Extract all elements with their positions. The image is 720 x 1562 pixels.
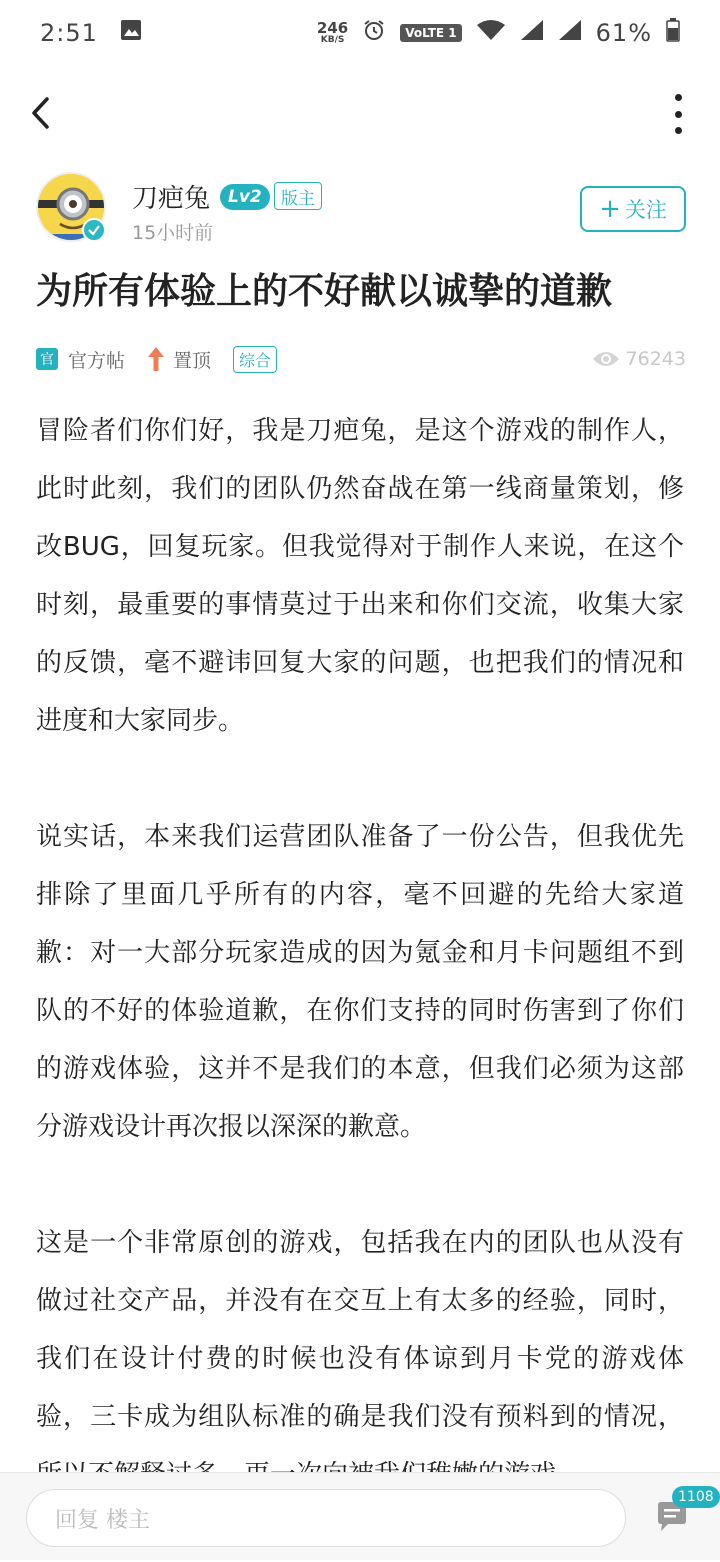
pinned-tag-label: 置顶 [173, 349, 212, 372]
category-chip[interactable]: 综合 [233, 346, 277, 373]
status-bar [0, 0, 720, 66]
author-row [36, 172, 686, 246]
verified-icon [82, 218, 106, 242]
comment-count-badge: 1108 [672, 1486, 720, 1508]
wifi-icon [476, 19, 506, 47]
post-time: 15小时前 [132, 222, 214, 244]
pinned-tag [147, 346, 211, 373]
reply-input[interactable]: 回复 楼主 [26, 1489, 626, 1547]
post-body [36, 402, 684, 1562]
view-count-value: 76243 [625, 348, 686, 370]
post-paragraph: 冒险者们你们好，我是刀疤兔，是这个游戏的制作人，此时此刻，我们的团队仍然奋战在第一线商量策划，修改BUG，回复玩家。但我觉得对于制作人来说，在这个时刻，最重要的事情莫过于出来和你们交流，收集大家的反馈，毫不避讳回复大家的问题，也把我们的情况和进度和大家同步。 [36, 416, 684, 736]
plus-icon: + [599, 194, 621, 224]
chevron-left-icon [29, 96, 51, 130]
back-button[interactable] [20, 88, 60, 138]
follow-button[interactable] [580, 186, 686, 232]
volte-badge: VoLTE 1 [400, 24, 461, 42]
net-speed: 246 KB/S [316, 19, 349, 45]
official-tag-label: 官方帖 [68, 349, 126, 372]
signal-icon [520, 19, 544, 47]
author-name[interactable]: 刀疤兔 [132, 184, 211, 214]
moderator-badge: 版主 [274, 182, 322, 210]
arrow-up-icon [147, 346, 165, 372]
status-time: 2:51 [40, 19, 98, 47]
more-options-button[interactable] [666, 94, 690, 134]
official-tag [36, 346, 125, 373]
battery-icon [666, 18, 680, 48]
image-notification-icon [120, 19, 142, 47]
post-paragraph: 这是一个非常原创的游戏，包括我在内的团队也从没有做过社交产品，并没有在交互上有太多的经验，同时，我们在设计付费的时候也没有体谅到月卡党的游戏体验，三卡成为组队标准的确是我们没有预料到的情况， [36, 1228, 684, 1432]
more-dot [675, 94, 682, 101]
more-dot [675, 127, 682, 134]
level-badge: Lv2 [220, 184, 270, 210]
post-title: 为所有体验上的不好献以诚挚的道歉 [36, 271, 613, 312]
nav-bar [0, 66, 720, 158]
eye-icon [592, 350, 620, 368]
alarm-icon [362, 18, 386, 48]
official-icon: 官 [36, 348, 58, 370]
more-dot [675, 111, 682, 118]
battery-percent: 61% [595, 19, 652, 47]
reply-bar [0, 1472, 720, 1560]
post-tags [36, 342, 686, 376]
view-count [592, 348, 686, 370]
follow-label: 关注 [624, 198, 667, 222]
post-paragraph: 说实话，本来我们运营团队准备了一份公告，但我优先排除了里面几乎所有的内容，毫不回避的先给大家道歉：对一大部分玩家造成的因为氪金和月卡问题组不到队的不好的体验道歉，在你们支持的同时伤害到了你们的游戏体验，这并不是我们的本意，但我们必须为这部分游戏设计再次报以深深的歉意。 [36, 822, 684, 1142]
signal-icon-2 [558, 19, 582, 47]
